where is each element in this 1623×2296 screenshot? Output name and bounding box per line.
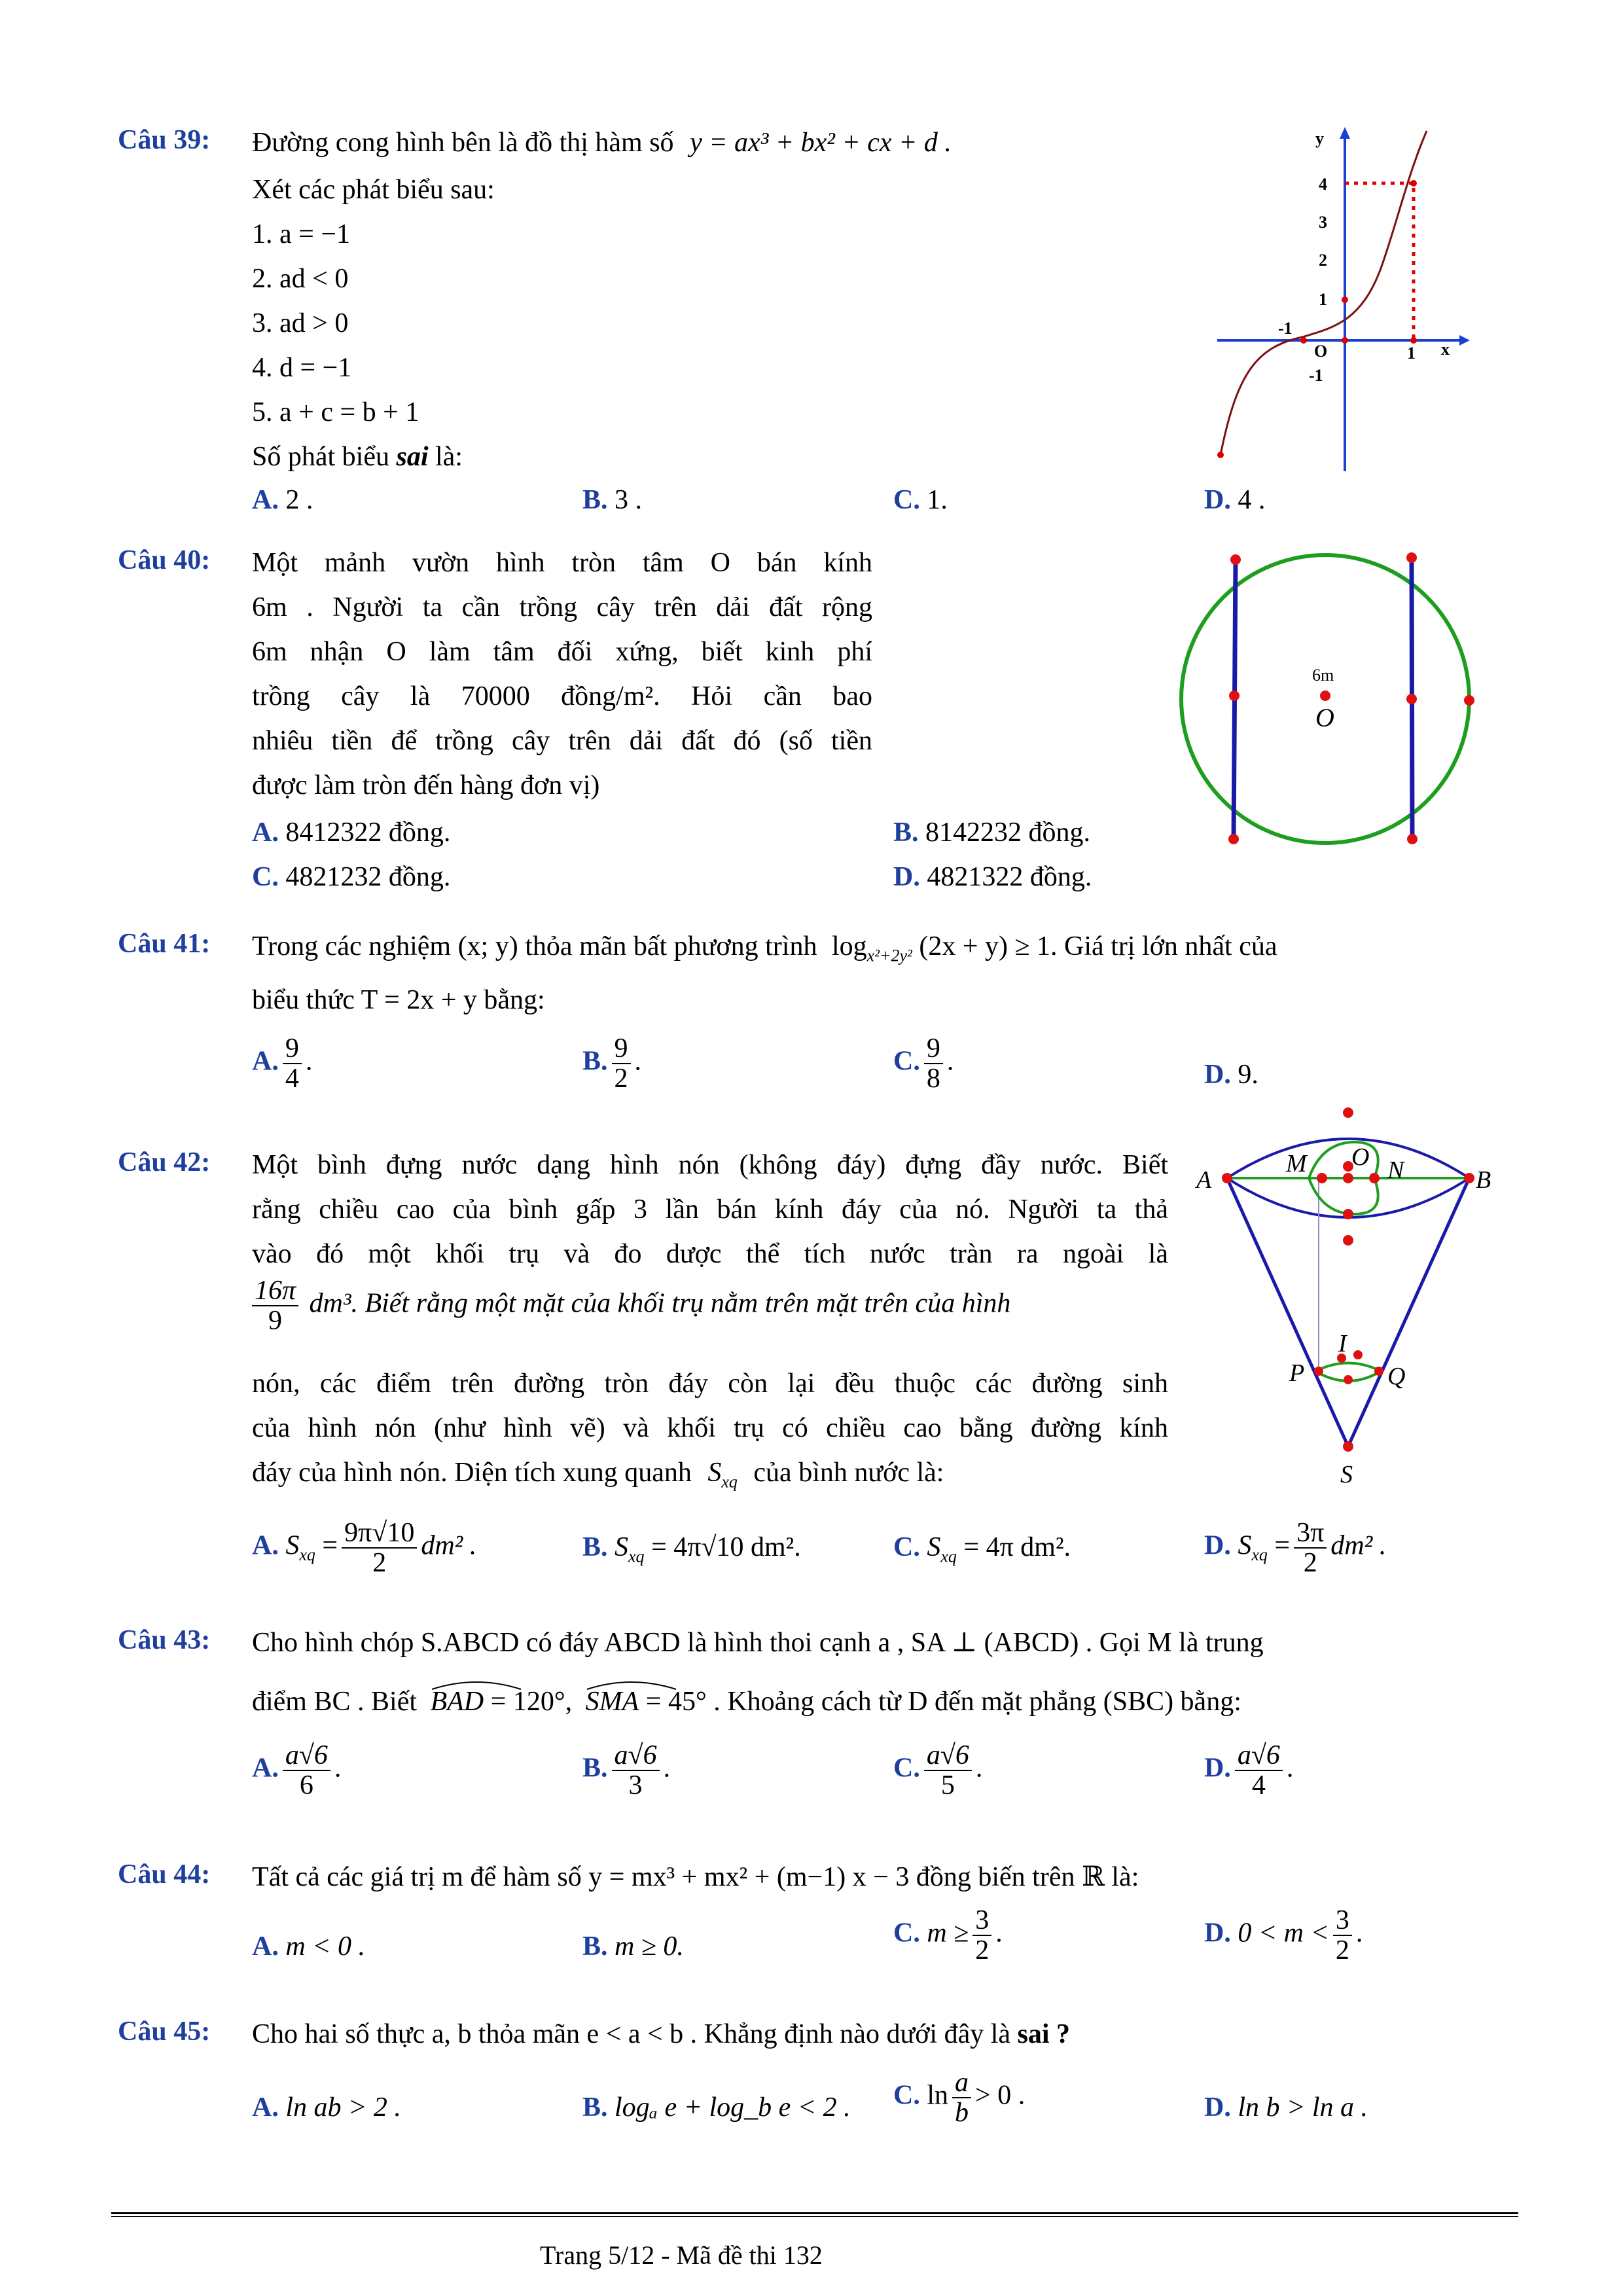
q39-statement: 3. ad > 0: [252, 308, 349, 338]
q39-y-tick: 4: [1319, 175, 1327, 194]
q39-y-tick: 1: [1319, 290, 1327, 309]
q44-option-a[interactable]: A. m < 0 .: [252, 1931, 366, 1962]
q42-point: [1314, 1367, 1323, 1376]
q42-point: [1222, 1173, 1232, 1183]
q42-label-q: Q: [1387, 1363, 1406, 1390]
q40-line: được làm tròn đến hàng đơn vị): [252, 770, 600, 800]
q39-question: Số phát biểu sai là:: [252, 442, 463, 472]
q40-point: [1229, 691, 1240, 701]
q39-option-b[interactable]: B. 3 .: [582, 485, 643, 515]
q42-label-b: B: [1476, 1166, 1491, 1194]
q42-label: Câu 42:: [118, 1147, 211, 1177]
q42-line-frac: $\frac{16\pi}{9}$ dm³. Biết rằng một mặt của khối trụ nằm trên mặt trên của hình: [252, 1276, 1010, 1335]
q40-line: 6m nhận O làm tâm đối xứng, biết kinh phí: [252, 637, 872, 667]
q39-graph: [1211, 124, 1472, 478]
q39-statement: 5. a + c = b + 1: [252, 397, 419, 427]
q42-option-a[interactable]: A. $S_{xq}$ = $\frac{9\pi√10}{2}$ dm² .: [252, 1518, 477, 1578]
q42-line: Một bình đựng nước dạng hình nón (không đáy) đựng đầy nước. Biết: [252, 1150, 1168, 1180]
q43-option-b[interactable]: B. $\frac{a√6}{3}$ .: [582, 1740, 671, 1801]
q43-angle-bad: BAD: [431, 1687, 484, 1717]
q42-point: [1353, 1350, 1363, 1359]
q43-option-c[interactable]: C. $\frac{a√6}{5}$ .: [893, 1740, 983, 1801]
q40-line: 6m . Người ta cần trồng cây trên dải đất rộng: [252, 592, 872, 622]
q39-x-tick: -1: [1278, 319, 1293, 338]
q39-y-tick: 2: [1319, 251, 1327, 270]
q42-label-a: A: [1196, 1166, 1212, 1194]
q42-figure: [1191, 1106, 1518, 1499]
q42-point: [1343, 1107, 1353, 1118]
q41-option-c[interactable]: C. $\frac{9}{8}$ .: [893, 1033, 954, 1094]
q40-option-c[interactable]: C. 4821232 đồng.: [252, 862, 451, 892]
q42-line: rằng chiều cao của bình gấp 3 lần bán kính đáy của nó. Người ta thả: [252, 1194, 1168, 1225]
q45-stem: Cho hai số thực a, b thỏa mãn e < a < b . Khẳng định nào dưới đây là sai ?: [252, 2019, 1071, 2049]
q39-point: [1342, 296, 1348, 303]
q42-option-d[interactable]: D. $S_{xq}$ = $\frac{3\pi}{2}$ dm² .: [1204, 1518, 1387, 1578]
q40-line: trồng cây là 70000 đồng/m². Hỏi cần bao: [252, 681, 872, 711]
q39-stem: Đường cong hình bên là đồ thị hàm số y = ax³ + bx² + cx + d .: [252, 128, 952, 158]
q39-statement: 2. ad < 0: [252, 264, 349, 294]
q41-label: Câu 41:: [118, 929, 211, 959]
q42-point: [1344, 1375, 1353, 1384]
q45-option-c[interactable]: C. ln $\frac{a}{b}$ > 0 .: [893, 2068, 1026, 2128]
q39-y-tick: -1: [1309, 366, 1323, 385]
q39-statement: 1. a = −1: [252, 219, 351, 249]
q40-point: [1464, 695, 1474, 706]
q42-line-last: đáy của hình nón. Diện tích xung quanh $S_{xq}$ của bình nước là:: [252, 1458, 944, 1492]
q39-intro: Xét các phát biểu sau:: [252, 175, 495, 205]
q42-line: nón, các điểm trên đường tròn đáy còn lại đều thuộc các đường sinh: [252, 1369, 1168, 1399]
q40-point: [1407, 834, 1418, 844]
q40-point: [1228, 834, 1239, 844]
q39-label: Câu 39:: [118, 125, 211, 155]
q42-line: vào đó một khối trụ và đo dược thể tích nước tràn ra ngoài là: [252, 1239, 1168, 1269]
q39-x-tick: 1: [1407, 344, 1416, 363]
q42-point: [1343, 1173, 1353, 1183]
q40-label: Câu 40:: [118, 545, 211, 575]
q40-line: Một mảnh vườn hình tròn tâm O bán kính: [252, 548, 872, 578]
q44-stem: Tất cả các giá trị m để hàm số y = mx³ + mx² + (m−1) x − 3 đồng biến trên ℝ là:: [252, 1862, 1139, 1892]
footer-rule-thin: [111, 2216, 1518, 2217]
q40-figure: [1152, 543, 1505, 857]
q40-width-label: 6m: [1312, 666, 1334, 685]
q44-option-d[interactable]: D. 0 < m < $\frac{3}{2}$ .: [1204, 1905, 1363, 1965]
q42-option-c[interactable]: C. $S_{xq} = 4\pi$ dm².: [893, 1532, 1071, 1566]
q42-label-m: M: [1286, 1150, 1307, 1177]
q42-point: [1343, 1235, 1353, 1246]
q41-option-d[interactable]: D. 9.: [1204, 1060, 1258, 1090]
q40-option-a[interactable]: A. 8412322 đồng.: [252, 817, 451, 848]
q42-label-p: P: [1289, 1359, 1305, 1387]
q43-label: Câu 43:: [118, 1625, 211, 1655]
q41-option-a[interactable]: A. $\frac{9}{4}$ .: [252, 1033, 313, 1094]
q42-label-s: S: [1340, 1461, 1353, 1488]
q42-point: [1343, 1209, 1353, 1219]
q40-point: [1406, 694, 1417, 704]
q42-point: [1369, 1173, 1380, 1183]
q43-option-d[interactable]: D. $\frac{a√6}{4}$ .: [1204, 1740, 1294, 1801]
q39-formula: y = ax³ + bx² + cx + d .: [690, 128, 952, 158]
q39-axis-y-label: y: [1315, 129, 1324, 148]
q39-point: [1410, 337, 1417, 344]
q42-label-i: I: [1338, 1330, 1347, 1357]
q42-option-b[interactable]: B. $S_{xq} = 4\pi√10$ dm².: [582, 1532, 801, 1566]
q39-option-a[interactable]: A. 2 .: [252, 485, 313, 515]
q39-point: [1300, 337, 1307, 344]
q39-option-d[interactable]: D. 4 .: [1204, 485, 1266, 515]
page-footer: Trang 5/12 - Mã đề thi 132: [540, 2240, 823, 2270]
q42-point: [1374, 1367, 1383, 1376]
q43-line1: Cho hình chóp S.ABCD có đáy ABCD là hình thoi cạnh a , SA ⊥ (ABCD) . Gọi M là trung: [252, 1628, 1264, 1658]
q42-label-o: O: [1351, 1143, 1370, 1171]
q44-option-c[interactable]: C. m ≥ $\frac{3}{2}$ .: [893, 1905, 1003, 1965]
q39-point: [1342, 337, 1348, 344]
q42-label-n: N: [1387, 1157, 1404, 1184]
q44-option-b[interactable]: B. m ≥ 0.: [582, 1931, 684, 1962]
q42-cone: [1227, 1139, 1469, 1446]
q39-point: [1410, 180, 1417, 187]
q45-option-b[interactable]: B. logₐ e + log_b e < 2 .: [582, 2092, 851, 2123]
q44-label: Câu 44:: [118, 1859, 211, 1890]
q39-statement: 4. d = −1: [252, 353, 352, 383]
q42-point: [1343, 1441, 1353, 1452]
q40-point: [1230, 554, 1241, 565]
q42-point: [1464, 1173, 1474, 1183]
q40-point: [1406, 552, 1417, 563]
q40-line: nhiêu tiền để trồng cây trên dải đất đó (số tiền: [252, 726, 872, 756]
footer-rule: [111, 2212, 1518, 2214]
q43-line2: điểm BC . Biết BAD = 120°, SMA = 45° . Khoảng cách từ D đến mặt phẳng (SBC) bằng:: [252, 1683, 1241, 1720]
q39-point: [1217, 452, 1224, 458]
q45-option-d[interactable]: D. ln b > ln a .: [1204, 2092, 1368, 2123]
q40-option-b[interactable]: B. 8142232 đồng.: [893, 817, 1091, 848]
q40-center-point: [1320, 691, 1330, 701]
q41-line1: Trong các nghiệm (x; y) thỏa mãn bất phương trình $\log_{x^2+2y^2} (2x + y) \ge 1$. Giá trị lớn nhất của: [252, 931, 1277, 965]
q43-angle-sma: SMA: [586, 1687, 639, 1717]
q39-dash-guide: [1345, 183, 1414, 340]
q41-line2: biểu thức T = 2x + y bằng:: [252, 985, 545, 1015]
q45-option-a[interactable]: A. ln ab > 2 .: [252, 2092, 401, 2123]
q42-line: của hình nón (như hình vẽ) và khối trụ có chiều cao bằng đường kính: [252, 1413, 1168, 1443]
q39-option-c[interactable]: C. 1.: [893, 485, 948, 515]
q39-y-tick: 3: [1319, 213, 1327, 232]
q41-option-b[interactable]: B. $\frac{9}{2}$ .: [582, 1033, 642, 1094]
q39-axis-x-label: x: [1441, 340, 1450, 359]
q45-label: Câu 45:: [118, 2017, 211, 2047]
q42-point: [1317, 1173, 1327, 1183]
q43-option-a[interactable]: A. $\frac{a√6}{6}$ .: [252, 1740, 342, 1801]
q39-origin-label: O: [1314, 342, 1328, 361]
q40-center-label: O: [1315, 703, 1334, 732]
q40-option-d[interactable]: D. 4821322 đồng.: [893, 862, 1092, 892]
